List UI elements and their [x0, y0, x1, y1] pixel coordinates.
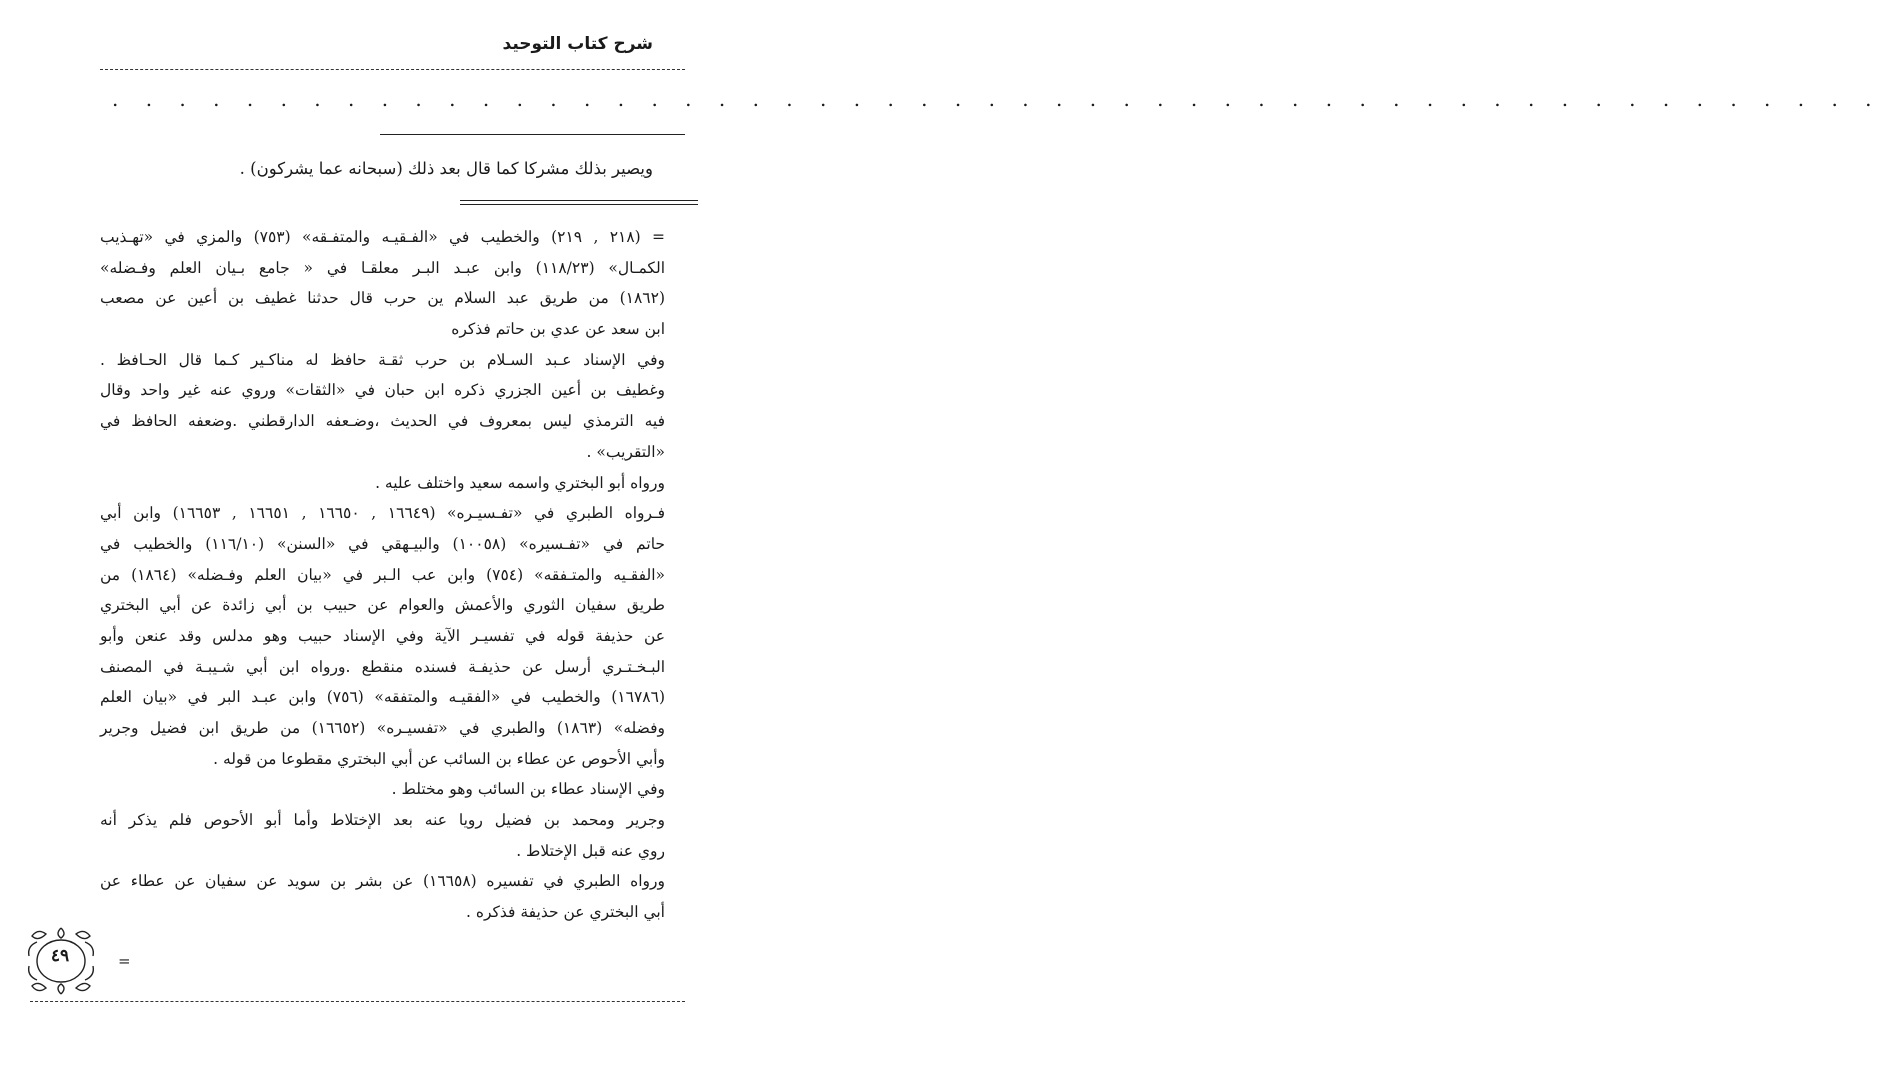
footnote-block — [100, 222, 665, 928]
footnote-line: «التقريب» . — [586, 442, 665, 461]
footnote-line: فيه الترمذي ليس بمعروف في الحديث ،وضـعفه الدارقطني .وضعفه الحافظ في — [100, 412, 665, 431]
footnote-line: وأبي الأحوص عن عطاء بن السائب عن أبي البختري مقطوعا من قوله . — [213, 749, 665, 768]
footnote-line: = (٢١٨ , ٢١٩) والخطيب في «الفـقيـه والمتفـقه» (٧٥٣) والمزي في «تهـذيب — [100, 228, 666, 246]
footnote-separator — [460, 200, 698, 205]
footnote-line: ورواه أبو البختري واسمه سعيد واختلف عليه . — [375, 473, 665, 492]
footnote-line: الكمـال» (١١٨/٢٣) وابن عبـد البـر معلقـا في « جامع بـيان العلم وفـضله» — [100, 258, 665, 277]
footnote-line: وغطيف بن أعين الجزري ذكره ابن حبان في «الثقات» وروي عنه غير واحد وقال — [100, 381, 665, 400]
footnote-line: ابن سعد عن عدي بن حاتم فذكره — [451, 320, 665, 339]
footnote-line: وفي الإسناد عطاء بن السائب وهو مختلط . — [391, 780, 665, 799]
footnote-line: وجرير ومحمد بن فضيل رويا عنه بعد الإختلاط وأما أبو الأحوص فلم يذكر أنه — [100, 811, 665, 830]
footnote-line: البـخـتـري أرسل عن حذيفـة فسنده منقطع .ورواه ابن أبي شـيبـة في المصنف — [100, 657, 665, 676]
footnote-line: (١٨٦٢) من طريق عبد السلام ين حرب قال حدثنا غطيف بن أعين عن مصعب — [100, 289, 665, 308]
dotted-separator: . . . . . . . . . . . . . . . . . . . . . . . . . . . . . . . . . . . . . . . . . . . . . . . . . . . . . — [112, 87, 1882, 111]
footnote-line: وفضله» (١٨٦٣) والطبري في «تفسيـره» (١٦٦٥٢) من طريق ابن فضيل وجرير — [100, 719, 665, 737]
footnote-line: طريق سفيان الثوري والأعمش والعوام عن حبيب بن أبي زائدة عن أبي البختري — [100, 596, 665, 615]
main-text-line: ويصير بذلك مشركا كما قال بعد ذلك (سبحانه عما يشركون) . — [239, 159, 653, 178]
footnote-line: وفي الإسناد عـبد السـلام بن حرب ثقـة حافظ له مناكـير كـما قال الحـافظ . — [100, 350, 665, 369]
footnote-line: «الفقـيه والمتـفقه» (٧٥٤) وابن عب الـبر في «بيان العلم وفـضله» (١٨٦٤) من — [100, 565, 665, 584]
footnote-line: روي عنه قبل الإختلاط . — [516, 841, 665, 860]
running-header-title: شرح كتاب التوحيد — [502, 34, 653, 54]
header-divider — [100, 69, 685, 70]
footnote-line: عن حذيفة قوله في تفسيـر الآية وفي الإسناد حبيب وهو مدلس وقد عنعن وأبو — [100, 626, 665, 645]
footnote-line: فـرواه الطبري في «تفـسيـره» (١٦٦٤٩ , ١٦٦٥٠ , ١٦٦٥١ , ١٦٦٥٣) وابن أبي — [100, 504, 666, 523]
footnote-line: ورواه الطبري في تفسيره (١٦٦٥٨) عن بشر بن سويد عن سفيان عن عطاء عن — [100, 872, 665, 891]
footnote-line: (١٦٧٨٦) والخطيب في «الفقيـه والمتفقه» (٧٥٦) وابن عبـد البر في «بيان العلم — [100, 688, 665, 707]
footnote-line: أبي البختري عن حذيفة فذكره . — [465, 903, 665, 922]
page-number: ٤٩ — [50, 946, 70, 966]
footer-divider — [30, 1001, 685, 1002]
continuation-mark: = — [118, 952, 131, 970]
footnote-line: حاتم في «تفـسيره» (١٠٠٥٨) والبيـهقي في «السنن» (١١٦/١٠) والخطيب في — [100, 534, 665, 553]
text-top-rule — [380, 134, 685, 135]
